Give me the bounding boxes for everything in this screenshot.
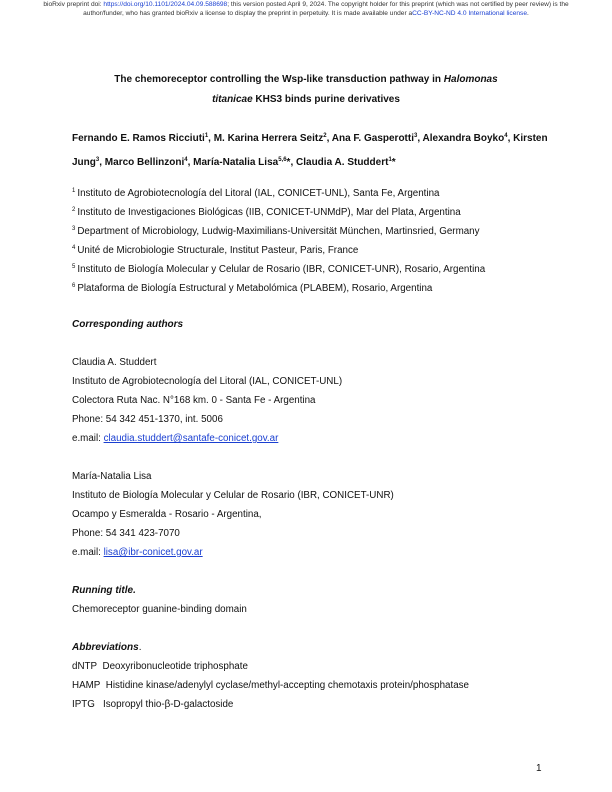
- abbreviation-row: HAMP Histidine kinase/adenylyl cyclase/methyl-accepting chemotaxis protein/phosphatase: [72, 680, 469, 691]
- contact-email: e.mail: lisa@ibr-conicet.gov.ar: [72, 547, 203, 558]
- banner-text: ; this version posted April 9, 2024. The copyright holder for this preprint (which was not certified by peer review) is the author/funder, who has granted bioRxiv a license to display the preprint in perpetuity. It is made available under a: [83, 1, 569, 17]
- affiliation: $^1$ Instituto de Agrobiotecnología del Litoral (IAL, CONICET-UNL), Santa Fe, Argentina: [72, 188, 440, 199]
- preprint-banner: bioRxiv preprint doi: https://doi.org/10.1101/2024.04.09.588698; this version posted April 9, 2024. The copyright holder for this preprint (which was not certified by peer review) is the author/funder, who has granted bioRxiv a license to display the preprint in perpetuity. It is made available under aCC-BY-NC-ND 4.0 International license.: [43, 1, 569, 17]
- contact-phone: Phone: 54 341 423-7070: [72, 528, 180, 539]
- contact-name: Claudia A. Studdert: [72, 357, 157, 368]
- affiliation: $^5$ Instituto de Biología Molecular y Celular de Rosario (IBR, CONICET-UNR), Rosario, Argentina: [72, 264, 486, 275]
- abbreviation-row: IPTG Isopropyl thio-β-D-galactoside: [72, 699, 234, 710]
- affiliation: $^6$ Plataforma de Biología Estructural y Metabolómica (PLABEM), Rosario, Argentina: [72, 283, 433, 294]
- author: Claudia A. Studdert: [296, 156, 389, 168]
- contact-institution: Instituto de Biología Molecular y Celular de Rosario (IBR, CONICET-UNR): [72, 490, 394, 501]
- license-link[interactable]: CC-BY-NC-ND 4.0 International license: [412, 9, 527, 17]
- author: Marco Bellinzoni: [104, 156, 185, 168]
- title-species: titanicae: [212, 94, 253, 105]
- contact-phone: Phone: 54 342 451-1370, int. 5006: [72, 414, 223, 425]
- email-link[interactable]: claudia.studdert@santafe-conicet.gov.ar: [103, 433, 279, 444]
- author: M. Karina Herrera Seitz: [213, 133, 324, 144]
- banner-prefix: bioRxiv preprint doi:: [43, 1, 104, 8]
- title-genus: Halomonas: [443, 74, 498, 85]
- contact-address: Colectora Ruta Nac. N°168 km. 0 - Santa Fe - Argentina: [72, 395, 316, 406]
- author-list: Fernando E. Ramos Ricciuti$^1$, M. Karina Herrera Seitz$^2$, Ana F. Gasperotti$^3$, Alexandra Boyko$^4$, Kirsten Jung$^3$, Marco Bellinzoni$^4$, María-Natalia Lisa$^{5,6}$*, Claudia A. Studdert$^1$*: [72, 133, 548, 168]
- running-title-text: Chemoreceptor guanine-binding domain: [72, 604, 247, 615]
- author: María-Natalia Lisa: [193, 156, 279, 168]
- contact-address: Ocampo y Esmeralda - Rosario - Argentina,: [72, 509, 262, 520]
- doi-link[interactable]: https://doi.org/10.1101/2024.04.09.588698: [103, 1, 228, 8]
- page-number: 1: [536, 763, 542, 774]
- abbreviation-row: dNTP Deoxyribonucleotide triphosphate: [72, 661, 248, 672]
- abbreviations-heading: Abbreviations.: [72, 642, 142, 653]
- affiliation: $^2$ Instituto de Investigaciones Biológicas (IIB, CONICET-UNMdP), Mar del Plata, Argentina: [72, 207, 461, 218]
- contact-institution: Instituto de Agrobiotecnología del Litoral (IAL, CONICET-UNL): [72, 376, 343, 387]
- running-title-heading: Running title.: [72, 585, 136, 596]
- contact-name: María-Natalia Lisa: [72, 471, 152, 482]
- author: Kirsten Jung: [72, 133, 548, 168]
- affiliation: $^4$ Unité de Microbiologie Structurale, Institut Pasteur, Paris, France: [72, 245, 359, 256]
- corresponding-heading: Corresponding authors: [72, 319, 184, 330]
- author: Ana F. Gasperotti: [331, 133, 414, 144]
- affiliation: $^3$ Department of Microbiology, Ludwig-Maximilians-Universität München, Martinsried, Germany: [72, 226, 480, 237]
- email-link[interactable]: lisa@ibr-conicet.gov.ar: [103, 547, 203, 558]
- author: Alexandra Boyko: [422, 133, 505, 144]
- contact-email: e.mail: claudia.studdert@santafe-conicet.gov.ar: [72, 433, 279, 444]
- author: Fernando E. Ramos Ricciuti: [72, 133, 205, 144]
- paper-title: The chemoreceptor controlling the Wsp-like transduction pathway in Halomonas titanicae KHS3 binds purine derivatives: [114, 74, 498, 105]
